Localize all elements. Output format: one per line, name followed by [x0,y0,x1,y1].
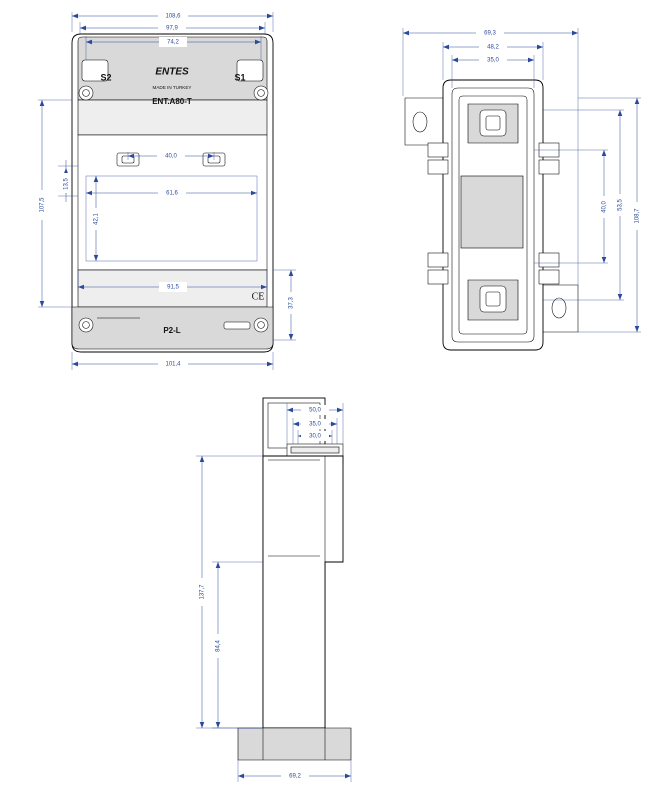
bottom-dim-137-7-text: 137,7 [199,584,206,600]
bottom-base-flange [238,728,351,760]
front-dim-61-6-text: 61,6 [166,190,178,197]
side-dim-69-3-text: 69,3 [484,30,496,37]
front-dim-42-1-text: 42,1 [93,213,100,225]
bottom-dim-69-2 [238,760,351,782]
front-dim-101-4 [72,352,273,370]
front-dim-97-9-text: 97,9 [166,25,178,32]
side-top-clip [468,104,518,143]
side-dim-35-0-text: 35,0 [487,57,499,64]
bottom-dim-137-7 [196,456,263,728]
bottom-dim-84-4-text: 84,4 [215,640,222,652]
front-ce-label: CE [251,291,265,303]
bottom-view [196,398,351,782]
front-terminal-s1-label: S1 [234,72,246,83]
front-dim-37-3 [273,270,296,340]
front-dim-107-5 [37,100,72,307]
front-view [37,11,296,370]
side-view [403,28,642,350]
bottom-mid-body [263,456,343,728]
front-dim-107-5-text: 107,5 [39,197,46,213]
side-flange-bottom-right-hole [552,298,566,318]
front-dim-108-6-text: 108,6 [165,13,181,20]
side-dim-108-7 [578,98,642,332]
side-dim-53-5-text: 53,5 [617,199,624,211]
side-bottom-clip [468,280,518,320]
front-bottom-code-label: P2-L [163,326,181,336]
front-model-label: ENT.A80-T [152,97,192,107]
front-dim-97-9 [80,22,265,34]
front-dim-37-3-text: 37,3 [288,297,295,309]
front-dim-74-2-text: 74,2 [167,39,179,46]
bottom-dim-69-2-text: 69,2 [289,773,301,780]
side-dim-40-0-text: 40,0 [601,201,608,213]
front-dim-13-5-text: 13,5 [63,178,70,190]
bottom-dim-30-0-text: 30,0 [309,433,321,440]
side-dim-48-2-text: 48,2 [487,44,499,51]
side-flange-top-left-hole [413,112,427,132]
side-dim-108-7-text: 108,7 [634,208,641,224]
front-dim-101-4-text: 101,4 [165,361,181,368]
front-brand-label: ENTES [155,66,189,78]
front-dim-40-0-text: 40,0 [165,153,177,160]
front-terminal-s2-label: S2 [100,72,112,83]
front-dim-91-5-text: 91,5 [167,284,179,291]
bottom-dim-35-0-text: 35,0 [309,421,321,428]
front-origin-label: MADE IN TURKEY [152,85,192,91]
bottom-dim-50-0-text: 50,0 [309,407,321,414]
front-bottom-slot [224,322,250,329]
bottom-dim-84-4 [212,562,263,728]
side-centre-block [461,176,523,248]
